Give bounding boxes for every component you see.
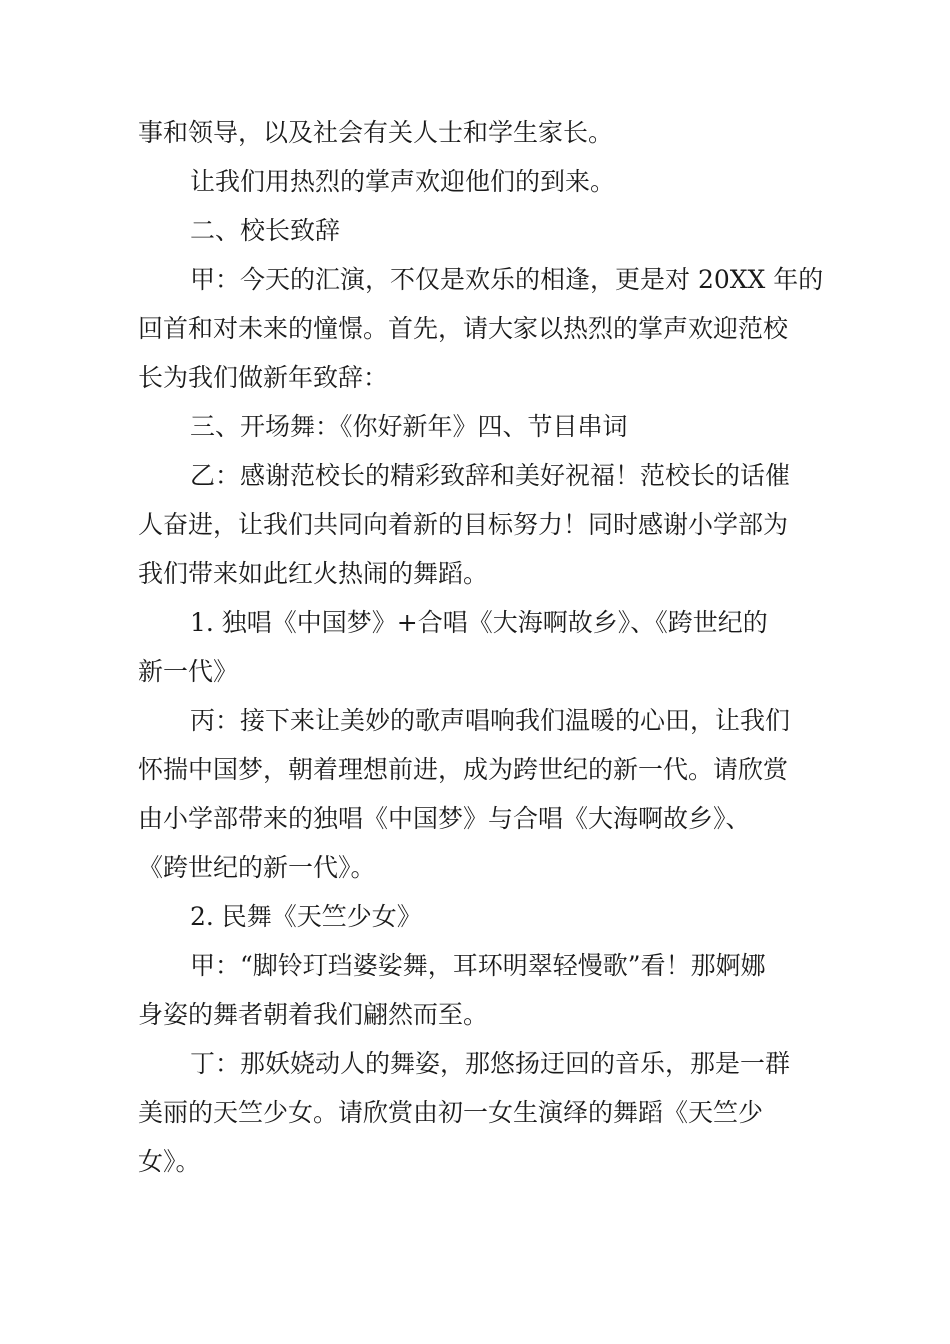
document-body bbox=[138, 108, 828, 1186]
text-line-1: 事和领导，以及社会有关人士和学生家长。 bbox=[138, 118, 614, 147]
text-line-20: 丁：那妖娆动人的舞姿，那悠扬迂回的音乐，那是一群 bbox=[190, 1049, 791, 1078]
text-line-2: 让我们用热烈的掌声欢迎他们的到来。 bbox=[190, 167, 616, 196]
text-line-15: 由小学部带来的独唱《中国梦》与合唱《大海啊故乡》、 bbox=[138, 804, 751, 833]
text-line-10: 我们带来如此红火热闹的舞蹈。 bbox=[138, 559, 489, 588]
section-heading-principal-speech: 二、校长致辞 bbox=[190, 216, 341, 245]
text-line-6: 长为我们做新年致辞： bbox=[138, 363, 389, 392]
text-line-14: 怀揣中国梦，朝着理想前进，成为跨世纪的新一代。请欣赏 bbox=[138, 755, 789, 784]
text-line-4: 甲：今天的汇演，不仅是欢乐的相逢，更是对 20XX 年的 bbox=[190, 265, 824, 294]
text-line-5: 回首和对未来的憧憬。首先，请大家以热烈的掌声欢迎范校 bbox=[138, 314, 789, 343]
text-line-21: 美丽的天竺少女。请欣赏由初一女生演绎的舞蹈《天竺少 bbox=[138, 1098, 764, 1127]
text-line-9: 人奋进，让我们共同向着新的目标努力！同时感谢小学部为 bbox=[138, 510, 789, 539]
program-item-2: 2. 民舞《天竺少女》 bbox=[190, 902, 422, 931]
text-line-8: 乙：感谢范校长的精彩致辞和美好祝福！范校长的话催 bbox=[190, 461, 791, 490]
text-line-12: 新一代》 bbox=[138, 657, 239, 686]
program-item-1: 1. 独唱《中国梦》+合唱《大海啊故乡》、《跨世纪的 bbox=[190, 608, 768, 637]
section-heading-opening-dance: 三、开场舞：《你好新年》四、节目串词 bbox=[190, 412, 628, 441]
text-line-16: 《跨世纪的新一代》。 bbox=[138, 853, 376, 882]
text-line-18: 甲：“脚铃玎珰婆娑舞，耳环明翠轻慢歌”看！那婀娜 bbox=[190, 951, 766, 980]
text-line-22: 女》。 bbox=[138, 1147, 201, 1176]
text-line-13: 丙：接下来让美妙的歌声唱响我们温暖的心田，让我们 bbox=[190, 706, 791, 735]
text-line-19: 身姿的舞者朝着我们翩然而至。 bbox=[138, 1000, 489, 1029]
